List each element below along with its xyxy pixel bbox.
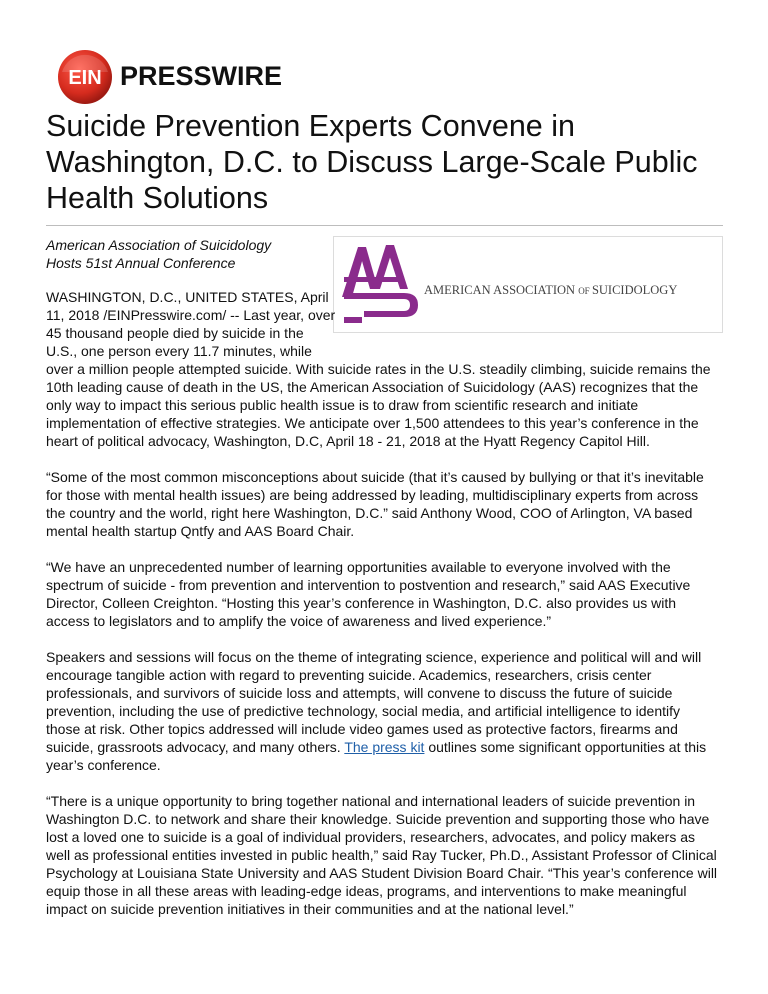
article-subhead <box>46 236 326 272</box>
aas-caption-of: OF <box>578 286 592 296</box>
paragraph-tucker-quote: “There is a unique opportunity to bring together national and international leaders of suicide prevention in Washington D.C. to network and share their knowledge. Suicide prevention and supporting those who have lost a loved one to suicide is a goal of individual providers, researchers, advocates, and policy makers as well as professional entities invested in public health,” said Ray Tucker, Ph.D., Assistant Professor of Clinical Psychology at Louisiana State University and AAS Student Division Board Chair. “This year’s conference will equip those in all these areas with leading-edge ideas, programs, and interventions to make meaningful impact on suicide prevention initiatives in their communities and at the national level.” <box>46 793 718 917</box>
speakers-text-end: outlines some significant opportunities at this year’s conference. <box>46 739 707 773</box>
paragraph-speakers <box>46 648 718 774</box>
paragraph-wood-quote: “Some of the most common misconceptions about suicide (that it’s caused by bullying or that it’s inevitable for those with mental health issues) are being addressed by leading, multidisciplinary experts from across the country and the world, right here Washington, D.C.” said Anthony Wood, COO of Arlington, VA based mental health startup Qntfy and AAS Board Chair. <box>46 469 704 539</box>
logo-float-spacer <box>336 288 718 358</box>
ein-badge-icon <box>56 48 114 106</box>
paragraph-creighton-quote: “We have an unprecedented number of learning opportunities available to everyone involved with the spectrum of suicide - from prevention and intervention to postvention and research,” said AAS Executive Director, Colleen Creighton. “Hosting this year’s conference in Washington, D.C. also provides us with access to legislators and to amplify the voice of awareness and lived experience.” <box>46 559 691 629</box>
aas-caption-main: AMERICAN ASSOCIATION <box>424 283 579 297</box>
speakers-text: Speakers and sessions will focus on the theme of integrating science, experience and political will and will encourage tangible action with regard to preventing suicide. Academics, researchers, crisis center professionals, and survivors of suicide loss and attempts, will convene to discuss the future of suicide prevention, including the use of predictive technology, social media, and artificial intelligence to identify those at risk. Other topics addressed will include video games used as protective factors, firearms and suicide, grassroots advocacy, and many others. <box>46 649 702 755</box>
article-title: Suicide Prevention Experts Convene in Washington, D.C. to Discuss Large-Scale Public Health Solutions <box>46 109 698 215</box>
subhead-line-2: Hosts 51st Annual Conference <box>46 255 236 271</box>
article-body <box>46 288 718 936</box>
presswire-wordmark: PRESSWIRE <box>120 61 283 91</box>
press-kit-link[interactable]: The press kit <box>344 739 425 755</box>
aas-caption-end: SUICIDOLOGY <box>591 283 678 297</box>
ein-presswire-logo[interactable] <box>56 48 286 108</box>
paragraph-dateline: WASHINGTON, D.C., UNITED STATES, April 11, 2018 /EINPresswire.com/ -- Last year, over 45 thousand people died by suicide in the U.S., one person every 11.7 minutes, while over a million people attempted suicide. With suicide rates in the U.S. steadily climbing, suicide remains the 10th leading cause of death in the US, the American Association of Suicidology (AAS) recognizes that the only way to impact this serious public health issue is to draw from scientific research and initiate implementation of effective strategies. We anticipate over 1,500 attendees to this year’s conference in the heart of political advocacy, Washington, D.C, April 18 - 21, 2018 at the Hyatt Regency Capitol Hill. <box>46 289 711 449</box>
ein-badge-text: EIN <box>68 67 102 89</box>
subhead-line-1: American Association of Suicidology <box>46 237 272 253</box>
title-divider <box>46 225 723 226</box>
